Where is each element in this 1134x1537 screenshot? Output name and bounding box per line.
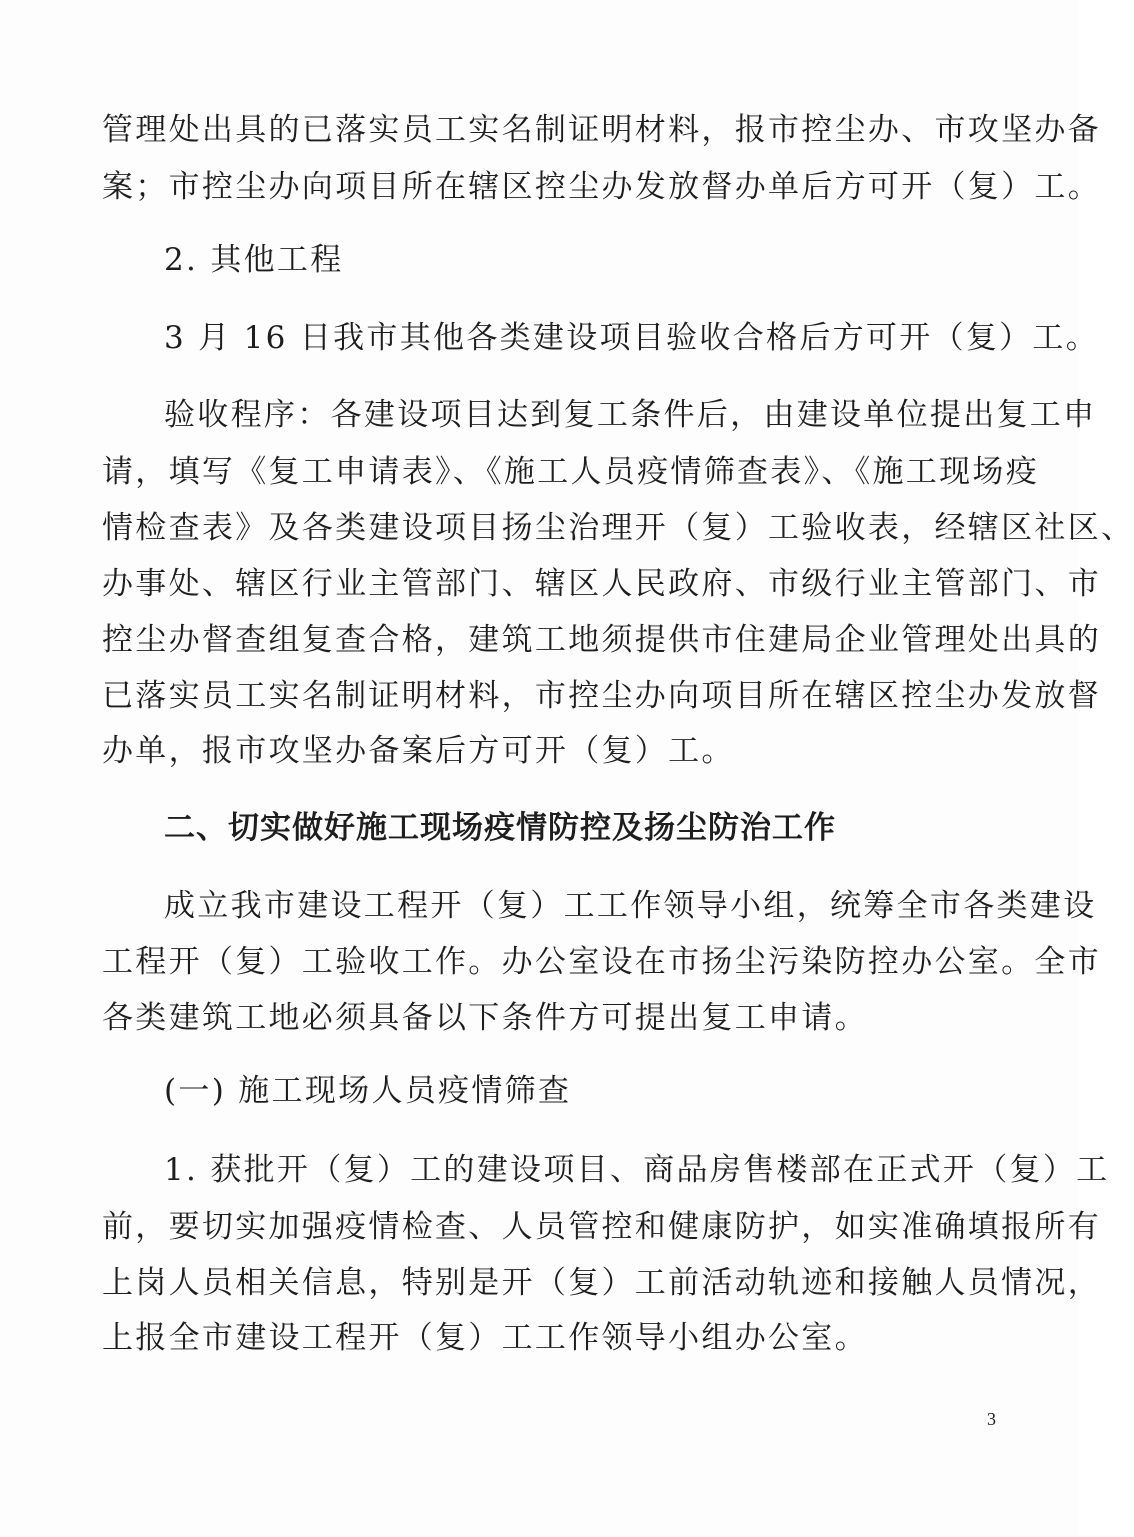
text-line-18: 前，要切实加强疫情检查、人员管控和健康防护，如实准确填报所有 <box>102 1209 1101 1245</box>
text-line-19: 上岗人员相关信息，特别是开（复）工前活动轨迹和接触人员情况， <box>102 1265 1101 1301</box>
subsection-heading-other-projects: 2. 其他工程 <box>164 242 344 278</box>
section-heading-two: 二、切实做好施工现场疫情防控及扬尘防治工作 <box>164 810 836 846</box>
text-line-4: 3 月 16 日我市其他各类建设项目验收合格后方可开（复）工。 <box>164 320 1100 356</box>
text-line-1: 管理处出具的已落实员工实名制证明材料，报市控尘办、市攻坚办备 <box>102 112 1101 148</box>
subsection-heading-screening: (一) 施工现场人员疫情筛查 <box>164 1073 572 1109</box>
text-line-2: 案；市控尘办向项目所在辖区控尘办发放督办单后方可开（复）工。 <box>102 169 1101 205</box>
text-line-15: 各类建筑工地必须具备以下条件方可提出复工申请。 <box>102 1000 868 1036</box>
text-line-10: 已落实员工实名制证明材料，市控尘办向项目所在辖区控尘办发放督 <box>102 678 1101 714</box>
text-line-8: 办事处、辖区行业主管部门、辖区人民政府、市级行业主管部门、市 <box>102 566 1101 602</box>
page-number: 3 <box>987 1409 996 1429</box>
text-line-6: 请，填写《复工申请表》、《施工人员疫情筛查表》、《施工现场疫 <box>102 454 1039 490</box>
text-line-11: 办单，报市攻坚办备案后方可开（复）工。 <box>102 733 735 769</box>
text-line-17: 1. 获批开（复）工的建设项目、商品房售楼部在正式开（复）工 <box>164 1152 1110 1188</box>
text-line-9: 控尘办督查组复查合格，建筑工地须提供市住建局企业管理处出具的 <box>102 622 1101 658</box>
text-line-5: 验收程序：各建设项目达到复工条件后，由建设单位提出复工申 <box>164 397 1097 433</box>
text-line-13: 成立我市建设工程开（复）工工作领导小组，统筹全市各类建设 <box>164 888 1097 924</box>
text-line-7: 情检查表》及各类建设项目扬尘治理开（复）工验收表，经辖区社区、 <box>102 510 1134 546</box>
text-line-20: 上报全市建设工程开（复）工工作领导小组办公室。 <box>102 1320 868 1356</box>
text-line-14: 工程开（复）工验收工作。办公室设在市扬尘污染防控办公室。全市 <box>102 944 1101 980</box>
